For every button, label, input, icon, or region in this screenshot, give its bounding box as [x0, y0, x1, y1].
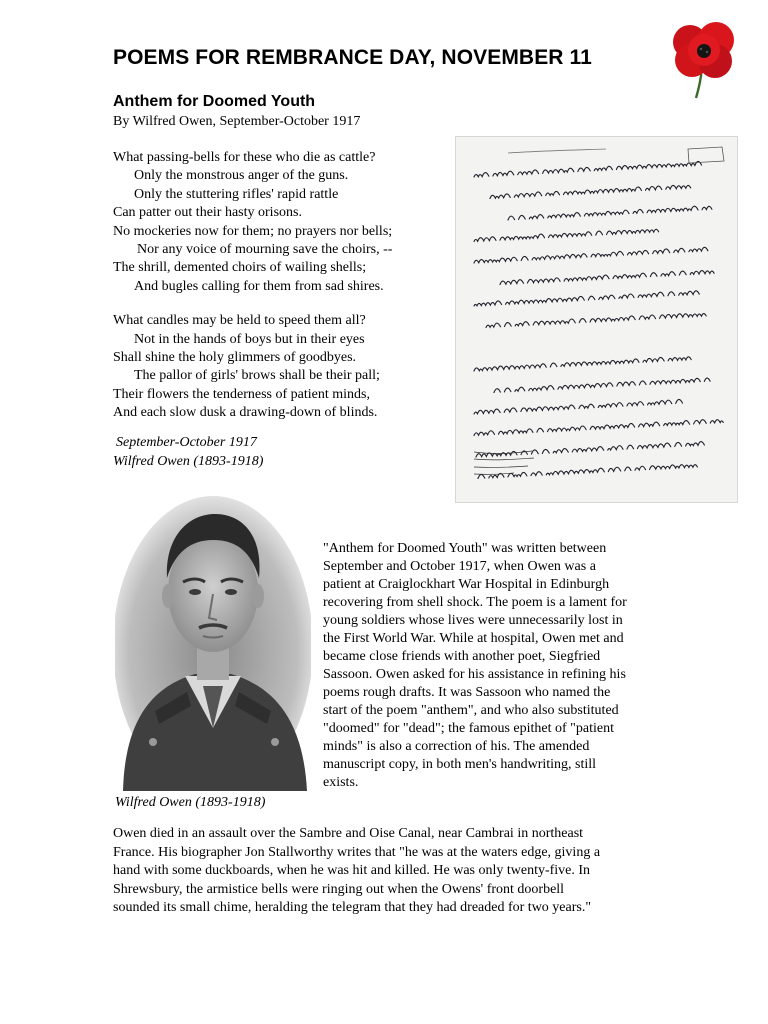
closing-line: Shrewsbury, the armistice bells were ringing out when the Owens' front doorbell — [113, 881, 565, 897]
essay-line: became close friends with another poet, Siegfried — [323, 649, 601, 664]
poem-body — [113, 149, 453, 422]
manuscript-image — [455, 136, 738, 503]
poem-line: And each slow dusk a drawing-down of blinds. — [113, 405, 378, 421]
essay-paragraph — [323, 540, 661, 792]
poem-line: The pallor of girls' brows shall be their pall; — [134, 368, 380, 384]
closing-line: France. His biographer Jon Stallworthy writes that "he was at the waters edge, giving a — [113, 844, 601, 860]
manuscript-line — [474, 419, 723, 436]
closing-line: hand with some duckboards, when he was hit and killed. He was only twenty-five. In — [113, 863, 591, 878]
essay-line: the First World War. While at hospital, Owen met and — [323, 631, 624, 646]
poem-byline: By Wilfred Owen, September-October 1917 — [113, 114, 361, 129]
essay-line: Sassoon. Owen asked for his assistance in refining his — [323, 667, 626, 682]
essay-line: young soldiers whose lives were unnecessarily lost in — [323, 613, 623, 628]
essay-line: September and October 1917, when Owen was a — [323, 559, 596, 574]
essay-line: minds" is also a correction of his. The amended — [323, 739, 590, 754]
closing-line: Owen died in an assault over the Sambre and Oise Canal, near Cambrai in northeast — [113, 826, 584, 841]
closing-line: sounded its small chime, heralding the telegram that they had dreaded for two years." — [113, 900, 592, 915]
manuscript-line — [494, 377, 710, 392]
poem-line: No mockeries now for them; no prayers nor bells; — [113, 223, 393, 239]
manuscript-handwriting — [456, 137, 737, 502]
page-title: POEMS FOR REMBRANCE DAY, NOVEMBER 11 — [113, 46, 592, 69]
poem-line: What candles may be held to speed them all? — [113, 313, 366, 329]
manuscript-line — [486, 312, 706, 328]
poem-date: September-October 1917 — [116, 435, 257, 450]
manuscript-line — [478, 463, 698, 478]
poppy-icon — [668, 16, 740, 100]
manuscript-line — [476, 441, 709, 457]
essay-line: "doomed" for "dead"; the famous epithet of "patient — [323, 721, 614, 736]
essay-line: recovering from shell shock. The poem is a lament for — [323, 595, 627, 610]
poem-author: Wilfred Owen (1893-1918) — [113, 454, 264, 469]
closing-paragraph — [113, 825, 673, 918]
essay-line: start of the poem "anthem", and who also substituted — [323, 703, 619, 718]
manuscript-line — [474, 356, 691, 371]
poem-title: Anthem for Doomed Youth — [113, 93, 316, 110]
manuscript-line — [474, 290, 700, 306]
essay-line: "Anthem for Doomed Youth" was written between — [323, 541, 607, 556]
poem-line: The shrill, demented choirs of wailing shells; — [113, 260, 367, 276]
manuscript-line — [474, 161, 706, 177]
poem-line: And bugles calling for them from sad shires. — [134, 278, 384, 294]
poem-line: Their flowers the tenderness of patient minds, — [113, 386, 370, 402]
manuscript-line — [508, 205, 712, 220]
poem-line: Not in the hands of boys but in their eyes — [134, 331, 365, 347]
poem-line: Only the monstrous anger of the guns. — [134, 168, 349, 184]
manuscript-line — [474, 399, 687, 414]
poem-line: Shall shine the holy glimmers of goodbyes. — [113, 349, 357, 365]
essay-line: manuscript copy, in both men's handwriting, still — [323, 757, 597, 772]
manuscript-line — [500, 269, 714, 284]
manuscript-line — [474, 228, 659, 242]
poem-line: Only the stuttering rifles' rapid rattle — [134, 186, 339, 202]
portrait-photo — [115, 496, 311, 791]
essay-line: poems rough drafts. It was Sassoon who named the — [323, 685, 611, 700]
poem-line: Nor any voice of mourning save the choirs, -- — [137, 241, 393, 257]
essay-line: exists. — [323, 775, 359, 790]
photo-caption: Wilfred Owen (1893-1918) — [115, 795, 266, 810]
manuscript-line — [474, 247, 712, 263]
essay-line: patient at Craiglockhart War Hospital in Edinburgh — [323, 577, 610, 592]
portrait-image — [115, 496, 311, 791]
poem-line: Can patter out their hasty orisons. — [113, 205, 302, 221]
manuscript-line — [490, 184, 691, 199]
poem-line: What passing-bells for these who die as cattle? — [113, 150, 376, 165]
